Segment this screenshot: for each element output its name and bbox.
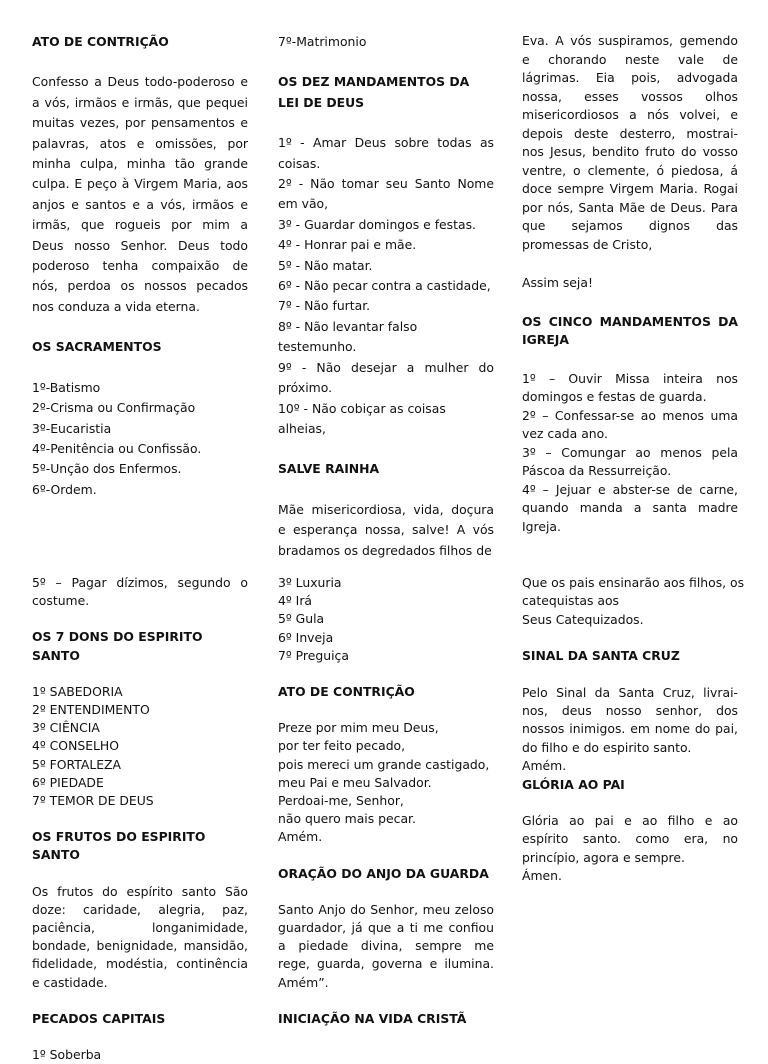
list-item: 7º-Matrimonio	[278, 34, 367, 49]
list-item: 4º CONSELHO	[32, 738, 120, 754]
list-item: 2º - Não tomar seu Santo Nome em vão,	[278, 176, 494, 212]
confesso-prayer: Confesso a Deus todo-poderoso e a vós, irmãos e irmãs, que pequei muitas vezes, por pensamentos e palavras, atos e omissões, por minha culpa, minha tão grande culpa. E peço à Virgem Maria, aos anjos e santos e a vós, irmãos e irmãs, que rogueis por mim a Deus nosso Senhor. Deus todo poderoso tenha compaixão de nós, perdoa os nossos pecados nos conduza a vida eterna.	[32, 74, 248, 314]
list-item: 3º Luxuria	[278, 575, 342, 590]
section-title-pecados-capitais: PECADOS CAPITAIS	[32, 1010, 166, 1026]
prayer-line: Perdoai-me, Senhor,	[278, 793, 404, 809]
list-item: 8º - Não levantar falso testemunho.	[278, 318, 418, 355]
section-title-ato-de-contricao: ATO DE CONTRIÇÃO	[32, 34, 169, 49]
prayer-line: por ter feito pecado,	[278, 738, 406, 754]
column-1-bottom	[32, 574, 248, 1064]
list-item: 2º – Confessar-se ao menos uma vez cada ano.	[522, 407, 738, 441]
intro-line: Que os pais ensinarão aos filhos, os	[522, 575, 745, 590]
list-item: 7º TEMOR DE DEUS	[32, 793, 154, 809]
section-title-iniciacao: INICIAÇÃO NA VIDA CRISTÃ	[278, 1010, 467, 1026]
list-item: 5º-Unção dos Enfermos.	[32, 461, 182, 477]
column-1-top	[32, 32, 248, 500]
list-item: 2º ENTENDIMENTO	[32, 702, 150, 718]
salve-rainha-prayer-start: Mãe misericordiosa, vida, doçura e esperança nossa, salve! A vós bradamos os degredados filhos de	[278, 501, 494, 558]
section-title-cinco-mandamentos: OS CINCO MANDAMENTOS DA IGREJA	[522, 313, 738, 347]
list-item: 5º – Pagar dízimos, segundo o costume.	[32, 575, 248, 609]
section-title-gloria: GLÓRIA AO PAI	[522, 776, 625, 792]
prayer-line: meu Pai e meu Salvador.	[278, 774, 432, 790]
list-item: 4º – Jejuar e abster-se de carne, quando manda a santa madre Igreja.	[522, 481, 738, 534]
list-item: 1º – Ouvir Missa inteira nos domingos e festas de guarda.	[522, 370, 738, 404]
list-item: 3º-Eucaristia	[32, 420, 112, 436]
list-item: 1º-Batismo	[32, 379, 101, 395]
list-item: 3º CIÊNCIA	[32, 720, 100, 736]
section-title-salve-rainha: SALVE RAINHA	[278, 461, 380, 477]
list-item: 1º SABEDORIA	[32, 683, 123, 699]
list-item: 4º Irá	[278, 593, 313, 609]
gloria-prayer: Glória ao pai e ao filho e ao espírito santo. como era, no princípio, agora e sempre.	[522, 813, 738, 865]
salve-rainha-prayer-end: Eva. A vós suspiramos, gemendo e chorando neste vale de lágrimas. Eia pois, advogada nossa, esses vossos olhos misericordiosos a nós volvei, e depois deste desterro, mostrai-nos Jesus, bendito fruto do vosso ventre, o clemente, ó piedosa, á doce sempre Virgem Maria. Rogai por nós, Santa Mãe de Deus. Para que sejamos dignos das promessas de Cristo,	[522, 33, 738, 252]
list-item: 3º – Comungar ao menos pela Páscoa da Ressurreição.	[522, 444, 738, 478]
list-item: 3º - Guardar domingos e festas.	[278, 216, 476, 232]
section-title-dons: OS 7 DONS DO ESPIRITO SANTO	[32, 629, 203, 663]
list-item: 1º - Amar Deus sobre todas as coisas.	[278, 135, 494, 171]
list-item: 6º - Não pecar contra a castidade,	[278, 278, 491, 294]
section-title-ato-de-contricao-2: ATO DE CONTRIÇÃO	[278, 684, 415, 700]
prayer-line: Preze por mim meu Deus,	[278, 720, 439, 736]
list-item: 5º FORTALEZA	[32, 756, 122, 772]
list-item: 7º Preguiça	[278, 647, 349, 663]
amem-1: Amém.	[522, 758, 567, 774]
list-item: 6º Inveja	[278, 629, 334, 645]
prayer-line: pois mereci um grande castigado,	[278, 756, 490, 772]
list-item: 5º - Não matar.	[278, 257, 373, 273]
list-item: 2º-Crisma ou Confirmação	[32, 400, 196, 416]
assim-seja: Assim seja!	[522, 275, 593, 290]
section-title-frutos: OS FRUTOS DO ESPIRITO SANTO	[32, 829, 206, 863]
anjo-da-guarda-prayer: Santo Anjo do Senhor, meu zeloso guardador, já que a ti me confiou a piedade divina, sempre me rege, guarda, governa e ilumina. Amém”.	[278, 901, 494, 990]
column-2-bottom	[278, 574, 494, 1028]
list-item: 1º Soberba	[32, 1047, 102, 1063]
section-title-sacramentos: OS SACRAMENTOS	[32, 339, 162, 355]
list-item: 9º - Não desejar a mulher do próximo.	[278, 359, 494, 396]
sinal-da-cruz-prayer: Pelo Sinal da Santa Cruz, livrai-nos, deus nosso senhor, dos nossos inimigos. em nome do pai, do filho e do espirito santo.	[522, 684, 738, 755]
list-item: 6º PIEDADE	[32, 774, 104, 790]
list-item: 4º - Honrar pai e mãe.	[278, 237, 417, 253]
frutos-text: Os frutos do espírito santo São doze: caridade, alegria, paz, paciência, longanimidade, bondade, benignidade, mansidão, fidelidade, modéstia, continência e castidade.	[32, 883, 248, 990]
list-item: 6º-Ordem.	[32, 481, 97, 497]
section-title-dez-mandamentos: OS DEZ MANDAMENTOS DA LEI DE DEUS	[278, 74, 470, 110]
section-title-sinal-da-cruz: SINAL DA SANTA CRUZ	[522, 648, 680, 664]
list-item: 4º-Penitência ou Confissão.	[32, 440, 202, 456]
list-item: 7º - Não furtar.	[278, 298, 371, 314]
intro-line: catequistas aos	[522, 593, 619, 609]
prayer-line: Amém.	[278, 829, 323, 845]
column-3-top	[522, 32, 738, 536]
prayer-line: não quero mais pecar.	[278, 811, 416, 827]
column-3-bottom	[522, 574, 745, 886]
list-item: 5º Gula	[278, 611, 325, 627]
column-2-top	[278, 32, 494, 561]
section-title-anjo-da-guarda: ORAÇÃO DO ANJO DA GUARDA	[278, 865, 489, 881]
list-item: 10º - Não cobiçar as coisas alheias,	[278, 400, 446, 436]
intro-line: Seus Catequizados.	[522, 611, 644, 627]
amem-2: Ámen.	[522, 868, 562, 884]
